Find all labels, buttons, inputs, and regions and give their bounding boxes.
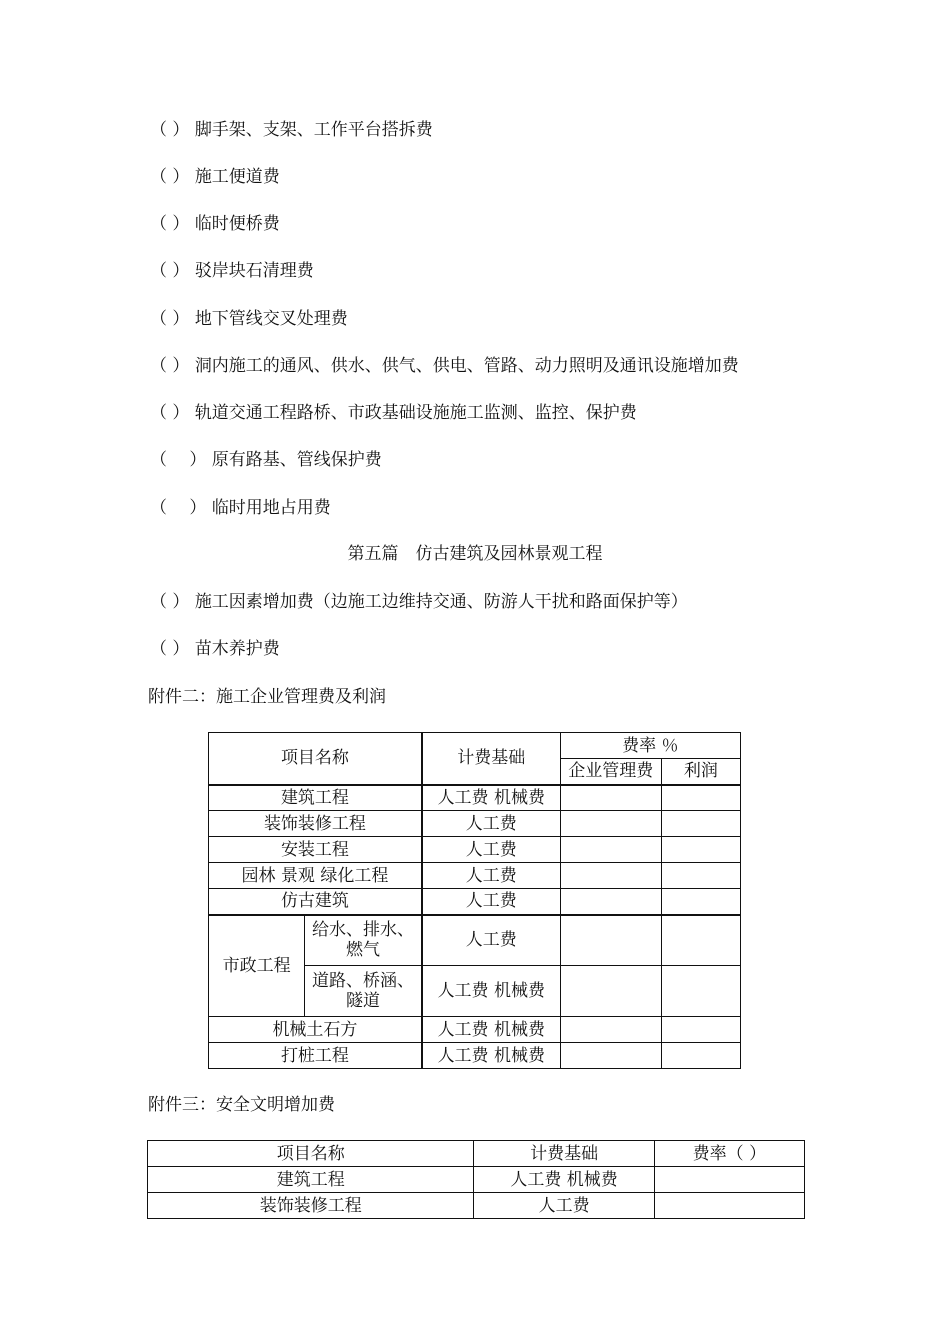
item-text: 临时用地占用费: [211, 498, 331, 518]
list-item: [150, 166, 280, 188]
row-base: 人工费: [422, 889, 560, 915]
item-paren: （ ）: [150, 498, 207, 518]
annex3-table: [147, 1140, 805, 1219]
item-text: 施工便道费: [194, 167, 280, 187]
row-base: 人工费: [422, 915, 560, 966]
list-item: [150, 213, 280, 235]
row-profit: [661, 915, 740, 966]
list-item: [150, 591, 688, 613]
header-name: 项目名称: [209, 733, 422, 785]
header-base: 计费基础: [474, 1141, 654, 1167]
row-profit: [661, 1017, 740, 1043]
row-mgmt: [560, 837, 661, 863]
header-name: 项目名称: [148, 1141, 474, 1167]
list-item: [150, 260, 314, 282]
row-name: 装饰装修工程: [148, 1193, 474, 1219]
row-profit: [661, 837, 740, 863]
annex2-table: [208, 732, 741, 1069]
header-mgmt: 企业管理费: [560, 759, 661, 785]
item-paren: （ ）: [150, 592, 190, 612]
item-text: 地下管线交叉处理费: [194, 309, 348, 329]
item-text: 苗木养护费: [194, 639, 280, 659]
row-name: 装饰装修工程: [209, 811, 422, 837]
table-row: [209, 811, 741, 837]
list-item: [150, 355, 739, 377]
row-name: 打桩工程: [209, 1043, 422, 1069]
annex2-title: 附件二：施工企业管理费及利润: [148, 687, 386, 707]
table-row: [209, 837, 741, 863]
table-row: [209, 889, 741, 915]
list-item: [150, 402, 637, 424]
row-base: 人工费: [422, 863, 560, 889]
annex3-title: 附件三：安全文明增加费: [148, 1095, 335, 1115]
row-rate: [654, 1193, 804, 1219]
row-mgmt: [560, 1043, 661, 1069]
table-row: [209, 915, 741, 966]
municipal-sub1: 给水、排水、燃气: [305, 915, 422, 966]
row-mgmt: [560, 966, 661, 1017]
table-row: [209, 1017, 741, 1043]
row-base: 人工费 机械费: [422, 1017, 560, 1043]
row-base: 人工费 机械费: [474, 1167, 654, 1193]
table-row: [148, 1193, 805, 1219]
row-profit: [661, 966, 740, 1017]
row-rate: [654, 1167, 804, 1193]
list-item: [150, 638, 280, 660]
municipal-sub2: 道路、桥涵、隧道: [305, 966, 422, 1017]
item-text: 脚手架、支架、工作平台搭拆费: [194, 120, 433, 140]
row-name: 仿古建筑: [209, 889, 422, 915]
item-paren: （ ）: [150, 261, 190, 281]
header-base: 计费基础: [422, 733, 560, 785]
row-mgmt: [560, 889, 661, 915]
section-title: 第五篇 仿古建筑及园林景观工程: [347, 544, 603, 564]
item-text: 洞内施工的通风、供水、供气、供电、管路、动力照明及通讯设施增加费: [194, 356, 739, 376]
item-paren: （ ）: [150, 214, 190, 234]
item-paren: （ ）: [150, 167, 190, 187]
row-name: 建筑工程: [209, 785, 422, 811]
row-profit: [661, 811, 740, 837]
item-text: 施工因素增加费（边施工边维持交通、防游人干扰和路面保护等）: [194, 592, 688, 612]
row-mgmt: [560, 785, 661, 811]
row-base: 人工费 机械费: [422, 966, 560, 1017]
row-profit: [661, 1043, 740, 1069]
row-base: 人工费: [422, 837, 560, 863]
header-rate: 费率（ ）: [654, 1141, 804, 1167]
municipal-name: 市政工程: [209, 915, 305, 1017]
list-item: [150, 308, 348, 330]
row-name: 机械土石方: [209, 1017, 422, 1043]
table-row: [209, 1043, 741, 1069]
item-paren: （ ）: [150, 450, 207, 470]
item-paren: （ ）: [150, 309, 190, 329]
row-mgmt: [560, 863, 661, 889]
row-profit: [661, 889, 740, 915]
item-text: 原有路基、管线保护费: [211, 450, 382, 470]
list-item: [150, 497, 331, 519]
row-mgmt: [560, 915, 661, 966]
row-base: 人工费: [422, 811, 560, 837]
row-base: 人工费 机械费: [422, 785, 560, 811]
row-base: 人工费: [474, 1193, 654, 1219]
list-item: [150, 449, 382, 471]
row-mgmt: [560, 1017, 661, 1043]
row-name: 安装工程: [209, 837, 422, 863]
row-profit: [661, 863, 740, 889]
row-mgmt: [560, 811, 661, 837]
item-text: 轨道交通工程路桥、市政基础设施施工监测、监控、保护费: [194, 403, 637, 423]
item-paren: （ ）: [150, 120, 190, 140]
item-paren: （ ）: [150, 356, 190, 376]
table-row: [209, 785, 741, 811]
row-name: 建筑工程: [148, 1167, 474, 1193]
list-item: [150, 119, 433, 141]
item-paren: （ ）: [150, 639, 190, 659]
item-text: 驳岸块石清理费: [194, 261, 314, 281]
header-rate: 费率 ％: [560, 733, 740, 759]
table-row: [148, 1167, 805, 1193]
header-profit: 利润: [661, 759, 740, 785]
row-profit: [661, 785, 740, 811]
row-base: 人工费 机械费: [422, 1043, 560, 1069]
item-paren: （ ）: [150, 403, 190, 423]
row-name: 园林 景观 绿化工程: [209, 863, 422, 889]
table-row: [209, 863, 741, 889]
item-text: 临时便桥费: [194, 214, 280, 234]
